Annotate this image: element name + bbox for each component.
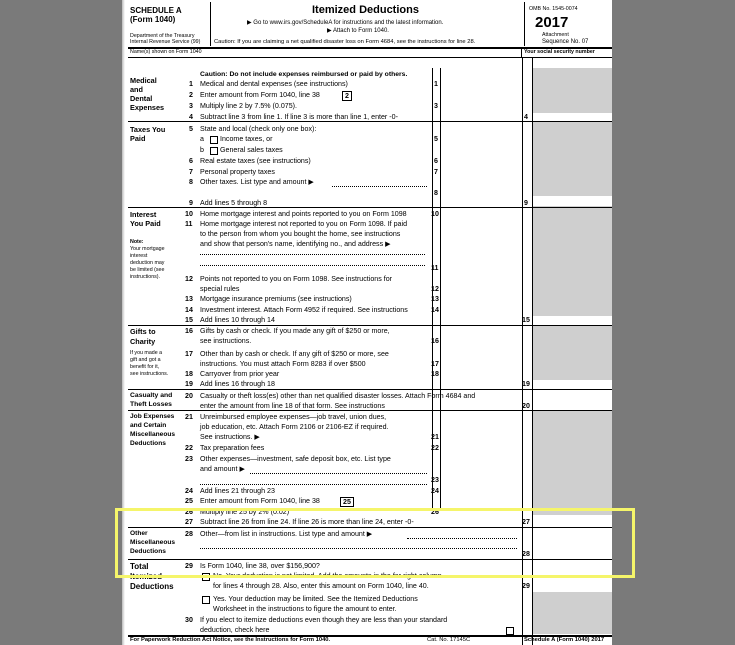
interest-note-4: deduction may bbox=[130, 260, 165, 266]
caution-line: Caution: If you are claiming a net qualified disaster loss on Form 4684, see the instructions for line 28. bbox=[214, 39, 476, 45]
section-taxes-2: Paid bbox=[130, 134, 146, 143]
section-job-4: Deductions bbox=[130, 440, 166, 447]
section-gifts-2: Charity bbox=[130, 337, 156, 346]
box-10[interactable]: 10 bbox=[431, 210, 439, 218]
schedule-label: SCHEDULE A bbox=[130, 6, 182, 15]
box-26[interactable]: 26 bbox=[431, 508, 439, 516]
mid-col-num-right bbox=[440, 68, 441, 508]
box-17[interactable]: 17 bbox=[431, 360, 439, 368]
attach-line: ▶ Attach to Form 1040. bbox=[327, 28, 389, 34]
shade-block-3 bbox=[533, 206, 612, 316]
section-medical-2: and bbox=[130, 85, 143, 94]
line-7-text: Personal property taxes bbox=[200, 168, 275, 176]
line-11-entry-1[interactable] bbox=[200, 254, 425, 255]
irs-label: Internal Revenue Service (99) bbox=[130, 39, 201, 45]
shade-block-2 bbox=[533, 121, 612, 196]
section-other: Other bbox=[130, 530, 148, 537]
section-casualty-2: Theft Losses bbox=[130, 401, 172, 408]
line-16-text-1: Gifts by cash or check. If you made any gift of $250 or more, bbox=[200, 327, 390, 335]
tax-year: 2017 bbox=[535, 14, 569, 31]
dept-label: Department of the Treasury bbox=[130, 33, 195, 39]
box-27[interactable]: 27 bbox=[522, 518, 530, 526]
box-9[interactable]: 9 bbox=[524, 199, 528, 207]
line-11-text-1: Home mortgage interest not reported to you on Form 1098. If paid bbox=[200, 220, 408, 228]
box-6[interactable]: 6 bbox=[434, 157, 438, 165]
section-gifts: Gifts to bbox=[130, 327, 156, 336]
box-7[interactable]: 7 bbox=[434, 168, 438, 176]
line-30-text-2: deduction, check here bbox=[200, 626, 270, 634]
box-28[interactable]: 28 bbox=[522, 550, 530, 558]
medical-caution: Caution: Do not include expenses reimbursed or paid by others. bbox=[200, 71, 408, 78]
line-30-text-1: If you elect to itemize deductions even though they are less than your standard bbox=[200, 616, 448, 624]
section-interest: Interest bbox=[130, 210, 157, 219]
line-2-num: 2 bbox=[189, 91, 193, 99]
box-5[interactable]: 5 bbox=[434, 135, 438, 143]
omb-number: OMB No. 1545-0074 bbox=[529, 6, 578, 12]
rule-interest bbox=[128, 325, 612, 326]
line-16-num: 16 bbox=[185, 327, 193, 335]
interest-note-6: instructions). bbox=[130, 274, 161, 280]
ssn-label: Your social security number bbox=[524, 49, 595, 55]
section-medical-4: Expenses bbox=[130, 103, 165, 112]
line-13-text: Mortgage insurance premiums (see instructions) bbox=[200, 295, 352, 303]
shade-block-6 bbox=[533, 592, 612, 634]
line-16-text-2: see instructions. bbox=[200, 337, 252, 345]
line-29-text: Is Form 1040, line 38, over $156,900? bbox=[200, 562, 320, 570]
section-total-2: Itemized bbox=[130, 572, 163, 581]
line-17-text-2: instructions. You must attach Form 8283 if over $500 bbox=[200, 360, 366, 368]
no-text-1: No. Your deduction is not limited. Add the amounts in the far right column bbox=[213, 572, 442, 580]
box-24[interactable]: 24 bbox=[431, 487, 439, 495]
line-26-num: 26 bbox=[185, 508, 193, 516]
highlight-box bbox=[115, 508, 635, 578]
interest-note-5: be limited (see bbox=[130, 267, 165, 273]
line-23-entry-2[interactable] bbox=[200, 484, 427, 485]
rule-casualty bbox=[128, 410, 612, 411]
line-9-num: 9 bbox=[189, 199, 193, 207]
gifts-note-2: gift and got a bbox=[130, 357, 161, 363]
line-20-text-1: Casualty or theft loss(es) other than net qualified disaster losses. Attach Form 4684 and bbox=[200, 392, 476, 400]
line-30-num: 30 bbox=[185, 616, 193, 624]
line-21-text-2: job education, etc. Attach Form 2106 or 2106-EZ if required. bbox=[200, 423, 389, 431]
goto-line: ▶ Go to www.irs.gov/ScheduleA for instructions and the latest information. bbox=[247, 20, 444, 26]
line-8-text: Other taxes. List type and amount ▶ bbox=[200, 178, 314, 186]
interest-note-3: interest bbox=[130, 253, 148, 259]
footer-left: For Paperwork Reduction Act Notice, see the Instructions for Form 1040. bbox=[130, 637, 331, 643]
line-22-text: Tax preparation fees bbox=[200, 444, 265, 452]
section-medical: Medical bbox=[130, 76, 157, 85]
yes-checkbox[interactable] bbox=[202, 596, 210, 604]
line-17-text-1: Other than by cash or check. If any gift of $250 or more, see bbox=[200, 350, 389, 358]
line-10-num: 10 bbox=[185, 210, 193, 218]
box-20[interactable]: 20 bbox=[522, 402, 530, 410]
box-12[interactable]: 12 bbox=[431, 285, 439, 293]
line-23-text-1: Other expenses—investment, safe deposit box, etc. List type bbox=[200, 455, 391, 463]
income-taxes-checkbox[interactable] bbox=[210, 136, 218, 144]
line-10-text: Home mortgage interest and points reported to you on Form 1098 bbox=[200, 210, 407, 218]
line-18-text: Carryover from prior year bbox=[200, 370, 280, 378]
gifts-note-3: benefit for it, bbox=[130, 364, 160, 370]
line-13-num: 13 bbox=[185, 295, 193, 303]
box-25[interactable]: 25 bbox=[340, 497, 354, 507]
line-25-text: Enter amount from Form 1040, line 38 bbox=[200, 497, 320, 505]
line-26-text: Multiply line 25 by 2% (0.02) bbox=[200, 508, 290, 516]
interest-note-1: Note: bbox=[130, 239, 144, 245]
section-total-3: Deductions bbox=[130, 582, 174, 591]
header-divider-right bbox=[524, 2, 525, 46]
line-2-text: Enter amount from Form 1040, line 38 bbox=[200, 91, 320, 99]
line-19-text: Add lines 16 through 18 bbox=[200, 380, 275, 388]
line-21-text-1: Unreimbursed employee expenses—job travel, union dues, bbox=[200, 413, 387, 421]
line-11-text-2: to the person from whom you bought the home, see instructions bbox=[200, 230, 401, 238]
line-20-text-2: enter the amount from line 18 of that form. See instructions bbox=[200, 402, 385, 410]
line-24-text: Add lines 21 through 23 bbox=[200, 487, 275, 495]
elect-itemize-checkbox[interactable] bbox=[506, 627, 514, 635]
box-8[interactable]: 8 bbox=[434, 189, 438, 197]
line-1-num: 1 bbox=[189, 80, 193, 88]
line-7-num: 7 bbox=[189, 168, 193, 176]
shade-block-4 bbox=[533, 325, 612, 380]
line-17-num: 17 bbox=[185, 350, 193, 358]
line-5a-text: Income taxes, or bbox=[220, 135, 273, 143]
line-23-entry-1[interactable] bbox=[250, 473, 427, 474]
section-job: Job Expenses bbox=[130, 413, 175, 420]
line-5b-text: General sales taxes bbox=[220, 146, 283, 154]
line-1-text: Medical and dental expenses (see instructions) bbox=[200, 80, 348, 88]
ssn-divider bbox=[521, 48, 522, 57]
line-15-num: 15 bbox=[185, 316, 193, 324]
line-14-num: 14 bbox=[185, 306, 193, 314]
box-22[interactable]: 22 bbox=[431, 444, 439, 452]
line-15-text: Add lines 10 through 14 bbox=[200, 316, 275, 324]
yes-text-2: Worksheet in the instructions to figure the amount to enter. bbox=[213, 605, 397, 613]
names-rule bbox=[128, 57, 612, 58]
gifts-note-1: If you made a bbox=[130, 350, 163, 356]
interest-note-2: Your mortgage bbox=[130, 246, 165, 252]
yes-text-1: Yes. Your deduction may be limited. See the Itemized Deductions bbox=[213, 595, 418, 603]
form-label: (Form 1040) bbox=[130, 15, 176, 24]
line-6-num: 6 bbox=[189, 157, 193, 165]
line-11-entry-2[interactable] bbox=[200, 265, 425, 266]
line-8-num: 8 bbox=[189, 178, 193, 186]
box-19[interactable]: 19 bbox=[522, 380, 530, 388]
section-taxes: Taxes You bbox=[130, 125, 166, 134]
section-other-3: Deductions bbox=[130, 548, 166, 555]
box-11[interactable]: 11 bbox=[431, 264, 439, 272]
line-12-text-1: Points not reported to you on Form 1098. See instructions for bbox=[200, 275, 393, 283]
line-12-num: 12 bbox=[185, 275, 193, 283]
footer-cat: Cat. No. 17145C bbox=[427, 637, 471, 643]
shade-block-5 bbox=[533, 410, 612, 515]
line-19-num: 19 bbox=[185, 380, 193, 388]
line-29-num: 29 bbox=[185, 562, 193, 570]
box-15[interactable]: 15 bbox=[522, 316, 530, 324]
attachment-label: Attachment bbox=[542, 32, 569, 38]
box-14[interactable]: 14 bbox=[431, 306, 439, 314]
section-total: Total bbox=[130, 562, 149, 571]
box-23[interactable]: 23 bbox=[431, 476, 439, 484]
line-28-num: 28 bbox=[185, 530, 193, 538]
header-divider bbox=[210, 2, 211, 46]
section-interest-2: You Paid bbox=[130, 219, 161, 228]
line-25-num: 25 bbox=[185, 497, 193, 505]
sequence-number: Sequence No. 07 bbox=[542, 39, 589, 45]
names-label: Name(s) shown on Form 1040 bbox=[130, 49, 202, 55]
rule-taxes bbox=[128, 207, 612, 208]
box-4[interactable]: 4 bbox=[524, 113, 528, 121]
box-18[interactable]: 18 bbox=[431, 370, 439, 378]
line-4-text: Subtract line 3 from line 1. If line 3 is more than line 1, enter -0- bbox=[200, 113, 398, 121]
box-1[interactable]: 1 bbox=[434, 80, 438, 88]
line-24-num: 24 bbox=[185, 487, 193, 495]
line-18-num: 18 bbox=[185, 370, 193, 378]
rule-medical bbox=[128, 121, 612, 122]
section-casualty: Casualty and bbox=[130, 392, 173, 399]
line-23-text-2: and amount ▶ bbox=[200, 465, 245, 473]
line-28-text: Other—from list in instructions. List type and amount ▶ bbox=[200, 530, 373, 538]
box-2[interactable]: 2 bbox=[342, 91, 352, 101]
line-21-text-3: See instructions. ▶ bbox=[200, 433, 260, 441]
line-5a-label: a bbox=[200, 135, 204, 143]
line-27-text: Subtract line 26 from line 24. If line 26 is more than line 24, enter -0- bbox=[200, 518, 414, 526]
section-other-2: Miscellaneous bbox=[130, 539, 176, 546]
box-21[interactable]: 21 bbox=[431, 433, 439, 441]
sales-taxes-checkbox[interactable] bbox=[210, 147, 218, 155]
shade-block-1 bbox=[533, 68, 612, 113]
form-title: Itemized Deductions bbox=[312, 4, 419, 16]
section-job-2: and Certain bbox=[130, 422, 167, 429]
line-9-text: Add lines 5 through 8 bbox=[200, 199, 268, 207]
line-11-num: 11 bbox=[185, 220, 193, 228]
line-22-num: 22 bbox=[185, 444, 193, 452]
no-text-2: for lines 4 through 28. Also, enter this amount on Form 1040, line 40. bbox=[213, 582, 429, 590]
line-21-num: 21 bbox=[185, 413, 193, 421]
line-20-num: 20 bbox=[185, 392, 193, 400]
line-8-entry[interactable] bbox=[332, 186, 427, 187]
footer-right: Schedule A (Form 1040) 2017 bbox=[524, 637, 605, 643]
line-5-text: State and local (check only one box): bbox=[200, 125, 317, 133]
box-16[interactable]: 16 bbox=[431, 337, 439, 345]
line-4-num: 4 bbox=[189, 113, 193, 121]
line-3-text: Multiply line 2 by 7.5% (0.075). bbox=[200, 102, 297, 110]
gifts-note-4: see instructions. bbox=[130, 371, 169, 377]
section-job-3: Miscellaneous bbox=[130, 431, 176, 438]
line-5b-label: b bbox=[200, 146, 204, 154]
line-5-num: 5 bbox=[189, 125, 193, 133]
line-14-text: Investment interest. Attach Form 4952 if required. See instructions bbox=[200, 306, 408, 314]
line-23-num: 23 bbox=[185, 455, 193, 463]
box-3[interactable]: 3 bbox=[434, 102, 438, 110]
line-6-text: Real estate taxes (see instructions) bbox=[200, 157, 311, 165]
box-13[interactable]: 13 bbox=[431, 295, 439, 303]
line-27-num: 27 bbox=[185, 518, 193, 526]
line-3-num: 3 bbox=[189, 102, 193, 110]
line-11-text-3: and show that person's name, identifying no., and address ▶ bbox=[200, 240, 391, 248]
box-29[interactable]: 29 bbox=[522, 582, 530, 590]
rule-gifts bbox=[128, 389, 612, 390]
line-12-text-2: special rules bbox=[200, 285, 240, 293]
section-medical-3: Dental bbox=[130, 94, 153, 103]
